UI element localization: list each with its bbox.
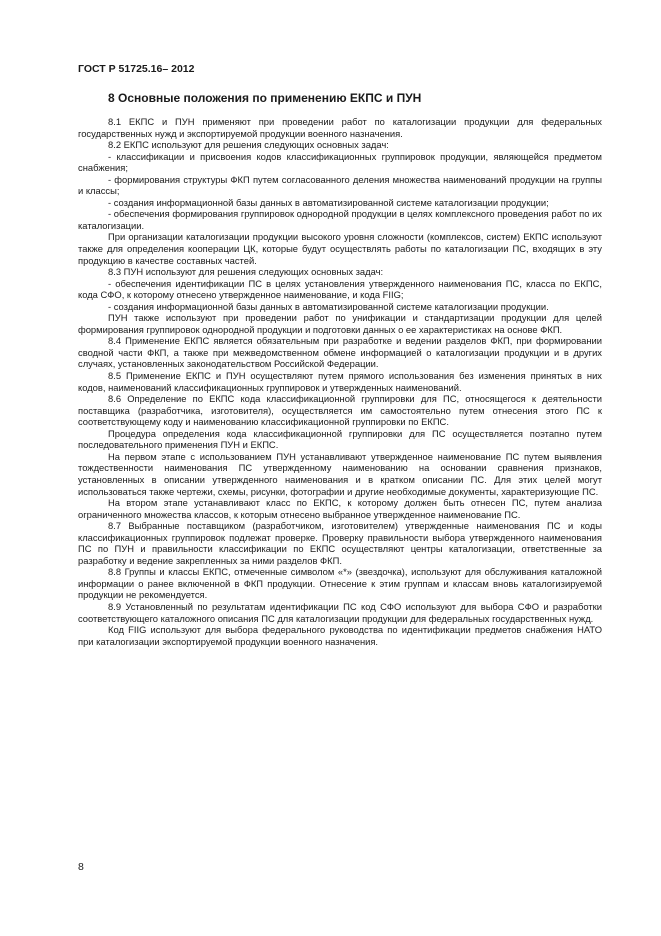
paragraph: При организации каталогизации продукции высокого уровня сложности (комплексов, систем) ЕКПС используют также для определения кооперации ЦК, которые будут осуществлять работы по каталогизации ПС, входящих в эту продукцию в качестве составных частей. [78, 231, 602, 266]
list-item: - обеспечения формирования группировок однородной продукции в целях комплексного проведения работ по их каталогизации. [78, 208, 602, 231]
list-item: - обеспечения идентификации ПС в целях установления утвержденного наименования ПС, класса по ЕКПС, кода СФО, к которому отнесено утвержденное наименование, и кода FIIG; [78, 277, 602, 301]
paragraph: 8.1 ЕКПС и ПУН применяют при проведении работ по каталогизации продукции для федеральных государственных нужд и экспортируемой продукции военного назначения. [78, 116, 602, 139]
list-item: - создания информационной базы данных в автоматизированной системе каталогизации продукции; [108, 196, 549, 208]
paragraph: ПУН также используют при проведении работ по унификации и стандартизации продукции для целей формирования группировок однородной продукции и подготовки данных о ее характеристиках на основе ФКП. [78, 312, 602, 335]
paragraph: 8.3 ПУН используют для решения следующих основных задач: [108, 266, 384, 278]
paragraph: 8.7 Выбранные поставщиком (разработчиком, изготовителем) утвержденные наименования ПС и коды классификационных группировок подлежат проверке. Проверку правильности выбора утвержденного наименования ПС по ПУН и правильности классификации по ЕКПС осуществляют центры каталогизации, ответственные за разработку и ведение закрепленных за ними разделов ФКП. [78, 520, 602, 566]
list-item: - формирования структуры ФКП путем согласованного деления множества наименований продукции на группы и классы; [78, 173, 602, 197]
paragraph: 8.8 Группы и классы ЕКПС, отмеченные символом «*» (звездочка), используют для обслуживания каталожной информации о ранее включенной в ФКП продукции. Отнесение к этим группам и классам вновь каталогизируемой продукции не рекомендуется. [78, 566, 602, 601]
paragraph: 8.6 Определение по ЕКПС кода классификационной группировки для ПС, относящегося к деятельности поставщика (разработчика, изготовителя), осуществляется им самостоятельно путем отнесения этого ПС к соответствующему коду и наименованию классификационной группировки по ЕКПС. [78, 393, 602, 428]
document-header: ГОСТ Р 51725.16– 2012 [78, 63, 195, 75]
paragraph: Процедура определения кода классификационной группировки для ПС осуществляется поэтапно путем последовательного применения ПУН и ЕКПС. [78, 427, 602, 451]
page-number: 8 [78, 861, 84, 873]
list-item: - классификации и присвоения кодов классификационных группировок продукции, являющейся предметом снабжения; [78, 150, 602, 174]
paragraph: На первом этапе с использованием ПУН устанавливают утвержденное наименование ПС путем выявления тождественности наименования ПС утвержденному наименованию на основании сравнения признаков, установленных в описании утвержденного наименования и в кратком описании ПС. Для этих целей могут использоваться также чертежи, схемы, рисунки, фотографии и другие необходимые документы, характеризующие ПС. [78, 450, 602, 497]
paragraph: На втором этапе устанавливают класс по ЕКПС, к которому должен быть отнесен ПС, путем анализа ограниченного множества классов, к которым отнесено выбранное утвержденное наименование ПС. [78, 497, 602, 520]
paragraph: Код FIIG используют для выбора федерального руководства по идентификации предметов снабжения НАТО при каталогизации экспортируемой продукции военного назначения. [78, 624, 602, 647]
paragraph: 8.4 Применение ЕКПС является обязательным при разработке и ведении разделов ФКП, при формировании сводной части ФКП, а также при межведомственном обмене информацией о каталогизации продукции и в других случаях, установленных законодательством Российской Федерации. [78, 335, 602, 370]
paragraph: 8.5 Применение ЕКПС и ПУН осуществляют путем прямого использования без изменения принятых в них кодов, наименований классификационных группировок и утвержденных наименований. [78, 370, 602, 393]
section-body [78, 116, 602, 647]
section-title: 8 Основные положения по применению ЕКПС и ПУН [108, 91, 422, 105]
list-item: - создания информационной базы данных в автоматизированной системе каталогизации продукции. [108, 300, 549, 312]
paragraph: 8.2 ЕКПС используют для решения следующих основных задач: [108, 139, 389, 151]
paragraph: 8.9 Установленный по результатам идентификации ПС код СФО используют для выбора СФО и разработки соответствующего каталожного описания ПС для каталогизации продукции для федеральных государственных нужд. [78, 600, 602, 624]
